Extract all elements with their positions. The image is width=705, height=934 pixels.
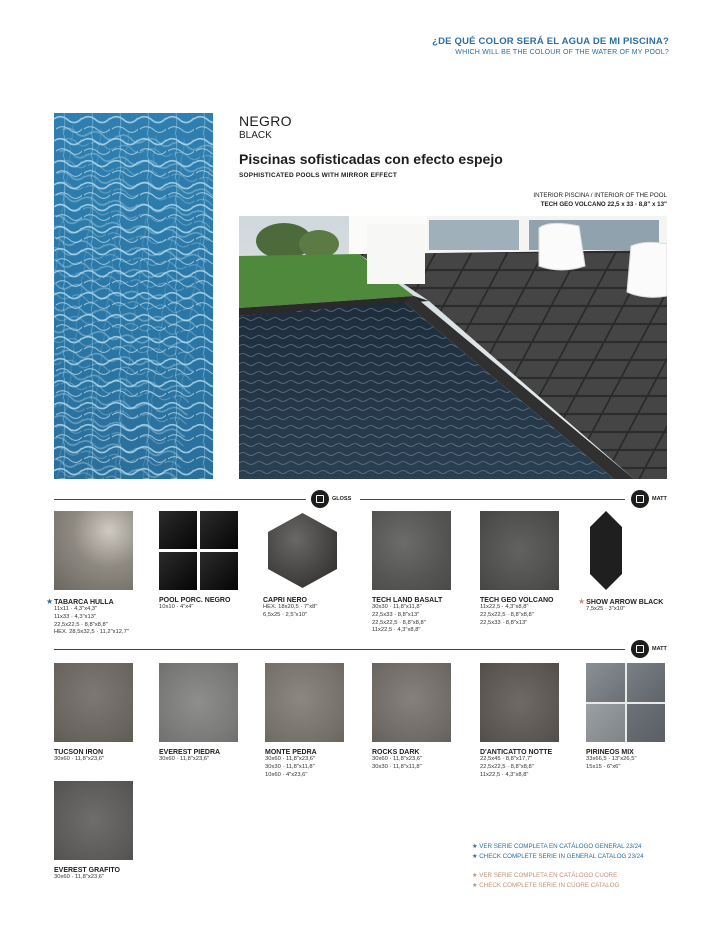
tile-pool-porc-negro: [159, 511, 271, 612]
color-title: [239, 113, 292, 141]
tile-name: POOL PORC. NEGRO: [159, 597, 231, 604]
question-en: WHICH WILL BE THE COLOUR OF THE WATER OF MY POOL?: [455, 49, 669, 56]
finish-gloss: [311, 490, 351, 508]
tile-size: 33x66,5 · 13"x26,5": [586, 756, 637, 762]
tile-size: 11x11 · 4,3"x4,3": [54, 606, 98, 612]
tile-size: 11x22,5 · 4,3"x8,8": [480, 604, 529, 610]
finish-matt-row1: [631, 490, 667, 508]
tile-name: TABARCA HULLA: [54, 599, 114, 606]
tile-tech-land-basalt: [372, 511, 484, 635]
tile-sizes: [586, 756, 698, 772]
tile-size: 6,5x25 · 2,5"x10": [263, 611, 308, 618]
star-icon: ★: [472, 881, 478, 889]
note-general-es: VER SERIE COMPLETA EN CATÁLOGO GENERAL 23/24: [479, 843, 642, 850]
note-cuore-en: CHECK COMPLETE SERIE IN CUORE CATALOG: [479, 881, 620, 889]
photo-caption: [533, 191, 667, 209]
tile-size: 30x60 · 11,8"x23,6": [54, 756, 105, 762]
tile-swatch: [480, 511, 559, 590]
pool-photo: [239, 216, 667, 479]
tile-name: PIRINEOS MIX: [586, 749, 634, 756]
tile-danticatto-notte: [480, 663, 592, 779]
tile-swatch: [372, 511, 451, 590]
tile-sizes: [372, 604, 484, 635]
tile-swatch: [159, 663, 238, 742]
tile-everest-piedra: [159, 663, 271, 764]
tile-size: HEX. 28,5x32,5 · 11,2"x12,7": [54, 629, 129, 636]
tile-pirineos-mix: [586, 663, 698, 772]
tile-size: 22,5x22,5 · 8,8"x8,8": [480, 611, 534, 618]
tile-size: 22,5x22,5 · 8,8"x8,8": [54, 621, 108, 628]
tile-size: 22,5x33 · 8,8"x13": [372, 611, 420, 618]
tile-size: 10x10 · 4"x4": [159, 604, 194, 610]
tile-rocks-dark: [372, 663, 484, 772]
tile-sizes: [265, 756, 377, 779]
tile-size: HEX. 18x20,5 · 7"x8": [263, 604, 318, 610]
tile-size: 30x30 · 11,8"x11,8": [372, 763, 422, 770]
water-texture-image: [54, 113, 213, 479]
question-es: ¿DE QUÉ COLOR SERÁ EL AGUA DE MI PISCINA?: [432, 36, 669, 47]
tile-swatch: [372, 663, 451, 742]
tile-swatch: [586, 663, 665, 742]
tile-tabarca-hulla: [46, 511, 166, 637]
tile-square-icon: [631, 490, 649, 508]
tile-size: 30x30 · 11,8"x11,8": [265, 763, 315, 770]
note-cuore-es: VER SERIE COMPLETA EN CATÁLOGO CUORE: [479, 872, 618, 879]
star-icon: ★: [46, 597, 54, 606]
tile-swatch: [54, 663, 133, 742]
star-icon: ★: [578, 597, 586, 606]
tile-square-icon: [311, 490, 329, 508]
photo-caption-line1: INTERIOR PISCINA / INTERIOR OF THE POOL: [533, 192, 667, 199]
star-icon: ★: [472, 843, 478, 850]
catalog-notes: [472, 842, 644, 890]
tile-tucson-iron: [54, 663, 166, 764]
tile-square-icon: [631, 640, 649, 658]
headline-es: Piscinas sofisticadas con efecto espejo: [239, 151, 503, 167]
star-icon: ★: [472, 852, 478, 860]
tile-swatch: [54, 511, 133, 590]
tile-sizes: [159, 604, 271, 612]
tile-name: D'ANTICATTO NOTTE: [480, 749, 553, 756]
headline-en: SOPHISTICATED POOLS WITH MIRROR EFFECT: [239, 172, 398, 179]
tile-sizes: [372, 756, 484, 772]
tile-size: 30x30 · 11,8"x11,8": [372, 604, 422, 610]
tile-sizes: [263, 604, 375, 620]
note-general-en: CHECK COMPLETE SERIE IN GENERAL CATALOG 23/24: [479, 852, 644, 860]
tile-name: EVEREST PIEDRA: [159, 749, 221, 756]
tile-monte-pedra: [265, 663, 377, 779]
tile-size: 7,5x25 · 3"x10": [586, 606, 626, 612]
tile-tech-geo-volcano: [480, 511, 592, 627]
tile-size: 11x22,5 · 4,3"x8,8": [372, 627, 421, 634]
tile-size: 11x22,5 · 4,3"x8,8": [480, 771, 529, 778]
tile-name: TUCSON IRON: [54, 749, 103, 756]
tile-sizes: [480, 756, 592, 779]
tile-swatch: [159, 511, 238, 590]
tile-sizes: [54, 874, 166, 882]
tile-size: 22,5x45 · 8,8"x17,7": [480, 756, 533, 762]
tile-size: 10x60 · 4"x23,6": [265, 771, 308, 778]
divider-gloss: [54, 499, 306, 500]
tile-size: 11x33 · 4,3"x13": [54, 613, 97, 620]
tile-name: SHOW ARROW BLACK: [586, 599, 664, 606]
tile-sizes: [480, 604, 592, 627]
tile-everest-grafito: [54, 781, 166, 882]
tile-name: TECH LAND BASALT: [372, 597, 443, 604]
tile-name: CAPRI NERO: [263, 597, 307, 604]
finish-matt-label: MATT: [652, 646, 667, 652]
tile-swatch: [586, 511, 626, 590]
tile-size: 30x60 · 11,8"x23,6": [54, 874, 105, 880]
tile-swatch: [54, 781, 133, 860]
photo-caption-line2: TECH GEO VOLCANO 22,5 x 33 · 8,8" x 13": [540, 201, 667, 208]
finish-matt-label: MATT: [652, 496, 667, 502]
tile-sizes: [159, 756, 271, 764]
tile-show-arrow-black: [578, 511, 698, 614]
tile-sizes: [54, 756, 166, 764]
tile-sizes: [586, 606, 698, 614]
tile-name: EVEREST GRAFITO: [54, 867, 120, 874]
tile-size: 22,5x22,5 · 8,8"x8,8": [372, 619, 426, 626]
divider-matt-row2: [54, 649, 625, 650]
page-question: [432, 36, 669, 56]
tile-name: MONTE PEDRA: [265, 749, 317, 756]
tile-name: TECH GEO VOLCANO: [480, 597, 554, 604]
tile-size: 15x15 · 6"x6": [586, 763, 621, 770]
tile-size: 30x60 · 11,8"x23,6": [159, 756, 210, 762]
tile-size: 22,5x22,5 · 8,8"x8,8": [480, 763, 534, 770]
color-name-en: BLACK: [239, 130, 272, 141]
finish-gloss-label: GLOSS: [332, 496, 352, 502]
tile-capri-nero: [263, 511, 375, 620]
color-name-es: NEGRO: [239, 113, 292, 129]
tile-size: 30x60 · 11,8"x23,6": [372, 756, 423, 762]
tile-swatch: [263, 511, 342, 590]
tile-swatch: [265, 663, 344, 742]
divider-matt-row1: [360, 499, 625, 500]
tile-name: ROCKS DARK: [372, 749, 420, 756]
headline: [239, 151, 503, 179]
finish-matt-row2: [631, 640, 667, 658]
tile-size: 30x60 · 11,8"x23,6": [265, 756, 316, 762]
tile-size: 22,5x33 · 8,8"x13": [480, 619, 528, 626]
tile-sizes: [54, 606, 166, 637]
star-icon: ★: [472, 872, 478, 879]
tile-swatch: [480, 663, 559, 742]
